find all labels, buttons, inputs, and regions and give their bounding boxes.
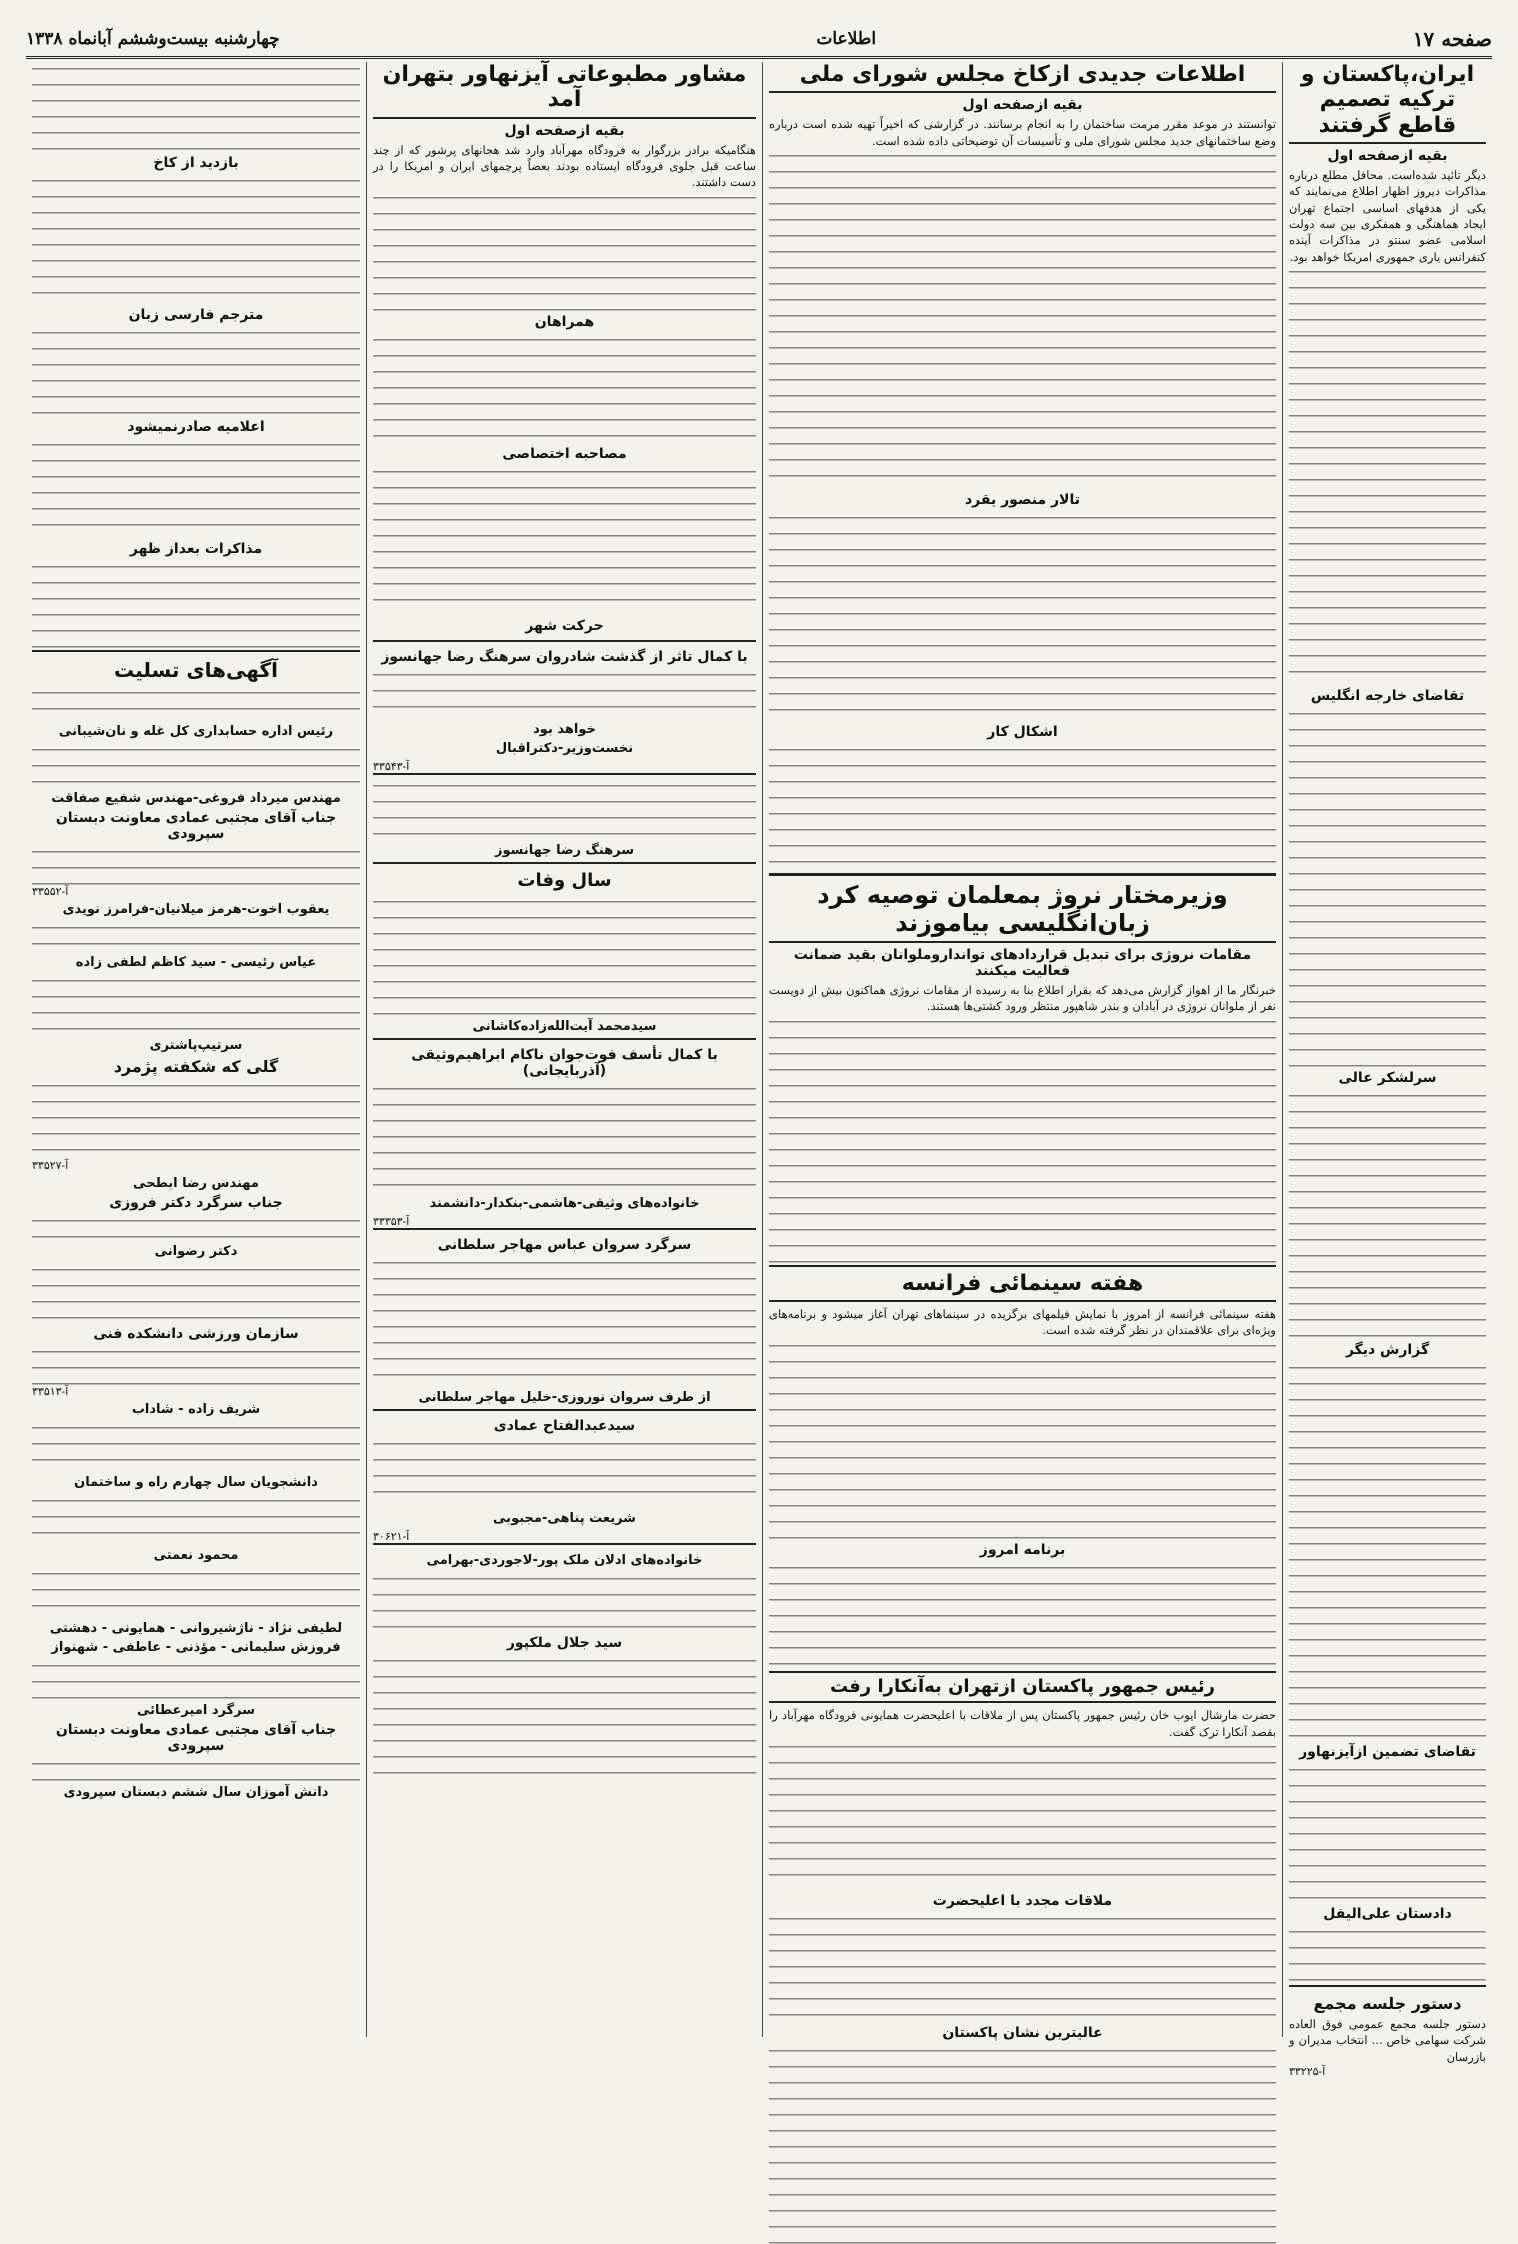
- article-body: خبرنگار ما از اهواز گزارش می‌دهد که بقرار اطلاع بنا به رسیده از مقامات نروژی هماکنون بیش از دویست نفر از ملوانان نروژی در آبادان و بندر شاهپور منتظر ورود کشتی‌ها هستند.: [769, 983, 1276, 1014]
- notice-code: آ-۳۳۵۱۳: [32, 1385, 69, 1398]
- notice-signer: سرگرد امیرعطائی: [136, 1703, 256, 1718]
- notice-signer: دانشجویان سال چهارم راه و ساختمان: [74, 1475, 318, 1490]
- notice-signer: عیاس رئیسی - سید کاظم لطفی زاده: [75, 955, 317, 970]
- notice-code: آ-۳۳۲۲۵: [1289, 2064, 1326, 2078]
- headline-pakistan-president: رئیس جمهور پاکستان ازتهران به‌آنکارا رفت: [769, 1671, 1276, 1704]
- continued-label: بقیه ازصفحه اول: [504, 122, 625, 139]
- headline-cinema: هفته سینمائی فرانسه: [769, 1265, 1276, 1302]
- notice-title: سازمان ورزشی دانشکده فنی: [93, 1326, 299, 1342]
- continued-label: بقیه ازصفحه اول: [1327, 147, 1448, 164]
- article-body: دیگر تائید شده‌است. محافل مطلع درباره مذاکرات دیروز اظهار اطلاع می‌نمایند که یکی از هدفهای اساسی اجتماع تهران ایجاد هماهنگی و همفکری بین سه دولت اسلامی عضو سنتو در مذاکرات آینده کنفرانس یاری جمهوری امریکا خواهد بود.: [1289, 167, 1486, 264]
- notice-signer: خانواده‌های ادلان ملک پور-لاجوردی-بهرامی: [426, 1552, 703, 1568]
- notice-title: گلی که شکفته پژمرد: [113, 1057, 279, 1076]
- notice-signer: از طرف سروان نوروزی-خلیل مهاجر سلطانی: [418, 1389, 711, 1405]
- subhead: اشکال کار: [987, 723, 1058, 740]
- notice-title: با کمال تأسف فوت‌جوان ناکام ابراهیم‌وثیقی (آذربایجانی): [411, 1046, 718, 1079]
- notice-signer: رئیس اداره حسابداری کل غله و نان‌شیبانی: [58, 724, 334, 739]
- subhead: همراهان: [534, 313, 595, 330]
- notice-signer: فروزش سلیمانی - مؤذنی - عاطفی - شهنواز: [51, 1640, 341, 1655]
- notice-title: سال وفات: [517, 869, 612, 891]
- continued-label: بقیه ازصفحه اول: [962, 97, 1083, 114]
- notice-signer: شریعت پناهی-مجبوبی: [493, 1510, 636, 1526]
- notice-code: آ-۳۳۵۴۳: [373, 759, 410, 773]
- notice-signer: دانش آموزان سال ششم دبستان سپرودی: [63, 1785, 329, 1800]
- death-notice-jahansouz: [373, 640, 756, 773]
- death-notice-year: [373, 862, 756, 1034]
- subhead: مذاکرات بعداز ظهر: [129, 541, 263, 557]
- death-notice-families: [373, 1543, 756, 1774]
- masthead: [26, 22, 1492, 59]
- paper-name: اطلاعات: [816, 29, 877, 49]
- headline-iran-pakistan: ایران،پاکستان و ترکیه تصمیم قاطع گرفتند: [1289, 62, 1486, 144]
- article-body: هنگامیکه برادر بزرگوار به فرودگاه مهرآباد وارد شد هجانهای پرشور که از چند ساعت قبل جلوی فرودگاه ایستاده بودند بعضاً پرچمهای ایران و امریکا را در دست داشتند.: [373, 142, 756, 190]
- notice-title: با کمال تاثر از گذشت شادروان سرهنگ رضا جهانسوز: [381, 648, 748, 665]
- death-notice-jahansouz-2: [373, 773, 756, 858]
- subhead: حرکت شهر: [525, 617, 604, 634]
- article-body: حضرت مارشال ایوب خان رئیس جمهور پاکستان پس از ملاقات با اعلیحضرت همایونی فرودگاه مهرآباد را بقصد آنکارا ترک گفت.: [769, 1708, 1276, 1739]
- notice-signer: سیدمحمد آیت‌الله‌زاده‌کاشانی: [472, 1018, 657, 1034]
- notice-signer: مهندس میرداد فروغی-مهندس شفیع صفاقت: [51, 791, 341, 806]
- notice-signer: شریف زاده - شاداب: [131, 1402, 261, 1417]
- article-grid: [26, 62, 1492, 2078]
- page-number: صفحه ۱۷: [1412, 27, 1492, 51]
- assembly-body: دستور جلسه مجمع عمومی فوق العاده شرکت سهامی خاص ... انتخاب مدیران و بازرسان: [1289, 2016, 1486, 2064]
- column-advisor-death: [366, 62, 762, 2037]
- subhead: اعلامیه صادرنمیشود: [127, 419, 265, 435]
- death-notice-vosough: [373, 1038, 756, 1228]
- notice-signer: خواهد بود: [533, 721, 596, 737]
- notice-title: سید جلال ملکپور: [506, 1634, 623, 1651]
- subhead: تقاضای تضمین ازآیزنهاور: [1299, 1743, 1476, 1760]
- assembly-title: دستور جلسه مجمع: [1313, 1993, 1462, 2013]
- subhead: بازدید از کاخ: [153, 155, 239, 171]
- condolence-ads: [32, 650, 360, 1800]
- article-body: توانستند در موعد مقرر مرمت ساختمان را به انجام برسانند. در گزارشی که اخیراً تهیه شده است درباره وضع ساختمانهای جدید مجلس شورای ملی و تأسیسات آن توضیحاتی داده شده است.: [769, 117, 1276, 148]
- subhead: عالیترین نشان پاکستان: [942, 2025, 1103, 2042]
- subhead: مترجم فارسی زبان: [128, 307, 264, 323]
- notice-signer: لطیفی نژاد - ناژشیروانی - همایونی - دهشتی: [49, 1621, 343, 1636]
- article-body: هفته سینمائی فرانسه از امروز با نمایش فیلمهای برگزیده در سینماهای تهران آغاز میشود و برنامه‌های ویژه‌ای برای علاقمندان در نظر گرفته شده است.: [769, 1307, 1276, 1338]
- assembly-notice: [1289, 1985, 1486, 2078]
- notice-code: آ-۳۰۶۲۱: [373, 1529, 410, 1543]
- subhead: ملاقات مجدد با اعلیحضرت: [932, 1893, 1113, 1910]
- issue-date: چهارشنبه بیست‌وششم آبانماه ۱۳۳۸: [26, 29, 280, 49]
- notice-signer: سرهنگ رضا جهانسوز: [494, 842, 635, 858]
- notice-title: جناب آقای مجتبی عمادی معاونت دبستان سپرودی: [55, 1722, 337, 1754]
- headline-advisor: مشاور مطبوعاتی آیزنهاور بتهران آمد: [373, 62, 756, 119]
- notice-signer: محمود نعمتی: [153, 1548, 239, 1563]
- subhead: تقاضای خارجه انگلیس: [1310, 687, 1465, 704]
- notice-signer: نخست‌وزیر-دکتراقبال: [495, 740, 634, 756]
- notice-signer: یعقوب اخوت-هرمز میلانیان-فرامرز نویدی: [62, 902, 330, 917]
- notice-title: سیدعبدالفتاح عمادی: [493, 1417, 636, 1434]
- column-condolences: [26, 62, 366, 2037]
- death-notice-emadi: [373, 1409, 756, 1543]
- notice-title: جناب سرگرد دکتر فروزی: [109, 1195, 283, 1211]
- notice-signer: دکتر رضوانی: [154, 1244, 238, 1259]
- subhead: گزارش دیگر: [1345, 1341, 1430, 1358]
- subhead: تالار منصور یقرد: [965, 491, 1080, 508]
- notice-title: جناب آقای مجتبی عمادی معاونت دبستان سپرودی: [55, 810, 337, 842]
- death-notice-soltani: [373, 1228, 756, 1405]
- notice-signer: مهندس رضا ابطحی: [133, 1176, 259, 1191]
- notice-code: آ-۳۳۳۵۳: [373, 1214, 410, 1228]
- notice-title: سرگرد سروان عباس مهاجر سلطانی: [437, 1236, 692, 1253]
- column-majlis-language: [762, 62, 1282, 2042]
- subhead: مصاحبه اختصاصی: [502, 445, 627, 462]
- subhead: برنامه امروز: [979, 1541, 1066, 1558]
- headline-language: وزیرمختار نروژ بمعلمان توصیه کرد زبان‌انگلیسی بیاموزند: [769, 873, 1276, 943]
- headline-majlis: اطلاعات جدیدی ازکاخ مجلس شورای ملی: [769, 62, 1276, 93]
- subhead: دادستان علی‌الیفل: [1323, 1905, 1452, 1922]
- subhead: سرلشکر عالی: [1338, 1069, 1437, 1086]
- notice-code: آ-۳۳۵۲۷: [32, 1159, 69, 1172]
- notice-signer: سرتیپ‌پاشتری: [149, 1038, 243, 1053]
- notice-code: آ-۳۳۵۵۲: [32, 885, 69, 898]
- subheadline-language: مقامات نروژی برای تبدیل قراردادهای توانداروملوانان بقید ضمانت فعالیت میکنند: [793, 947, 1252, 980]
- column-iran-pakistan: [1282, 62, 1492, 2078]
- notice-signer: خانواده‌های وثیقی-هاشمی-بنکدار-دانشمند: [429, 1195, 700, 1211]
- ads-title: آگهی‌های تسلیت: [114, 658, 278, 682]
